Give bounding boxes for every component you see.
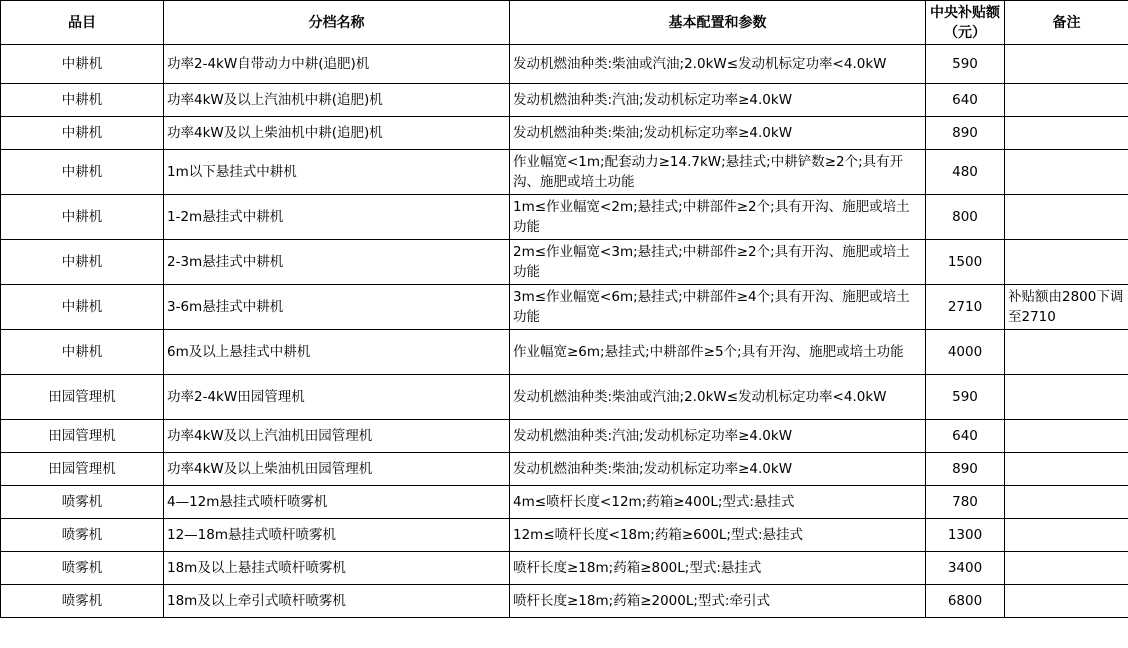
- header-category: 品目: [1, 1, 164, 45]
- cell-name: 18m及以上悬挂式喷杆喷雾机: [164, 552, 510, 585]
- cell-category: 喷雾机: [1, 585, 164, 618]
- cell-category: 喷雾机: [1, 552, 164, 585]
- cell-note: [1005, 375, 1128, 420]
- cell-subsidy: 640: [926, 84, 1005, 117]
- cell-note: [1005, 240, 1128, 285]
- cell-note: [1005, 519, 1128, 552]
- cell-category: 喷雾机: [1, 519, 164, 552]
- cell-name: 4—12m悬挂式喷杆喷雾机: [164, 486, 510, 519]
- cell-config: 发动机燃油种类:柴油;发动机标定功率≥4.0kW: [510, 453, 926, 486]
- cell-subsidy: 640: [926, 420, 1005, 453]
- cell-config: 1m≤作业幅宽<2m;悬挂式;中耕部件≥2个;具有开沟、施肥或培土功能: [510, 195, 926, 240]
- cell-category: 中耕机: [1, 45, 164, 84]
- cell-note: [1005, 117, 1128, 150]
- cell-name: 18m及以上牵引式喷杆喷雾机: [164, 585, 510, 618]
- cell-subsidy: 1500: [926, 240, 1005, 285]
- cell-note: [1005, 84, 1128, 117]
- cell-subsidy: 6800: [926, 585, 1005, 618]
- cell-name: 功率4kW及以上柴油机中耕(追肥)机: [164, 117, 510, 150]
- cell-config: 发动机燃油种类:柴油或汽油;2.0kW≤发动机标定功率<4.0kW: [510, 375, 926, 420]
- cell-note: [1005, 453, 1128, 486]
- cell-note: [1005, 420, 1128, 453]
- cell-category: 喷雾机: [1, 486, 164, 519]
- cell-subsidy: 1300: [926, 519, 1005, 552]
- cell-subsidy: 590: [926, 375, 1005, 420]
- cell-name: 1-2m悬挂式中耕机: [164, 195, 510, 240]
- cell-note: [1005, 486, 1128, 519]
- cell-category: 田园管理机: [1, 420, 164, 453]
- cell-config: 发动机燃油种类:汽油;发动机标定功率≥4.0kW: [510, 84, 926, 117]
- cell-name: 功率4kW及以上柴油机田园管理机: [164, 453, 510, 486]
- table-row: [1, 375, 1128, 420]
- table-row: [1, 150, 1128, 195]
- cell-category: 田园管理机: [1, 375, 164, 420]
- cell-subsidy: 800: [926, 195, 1005, 240]
- cell-note: [1005, 45, 1128, 84]
- cell-config: 2m≤作业幅宽<3m;悬挂式;中耕部件≥2个;具有开沟、施肥或培土功能: [510, 240, 926, 285]
- header-config: 基本配置和参数: [510, 1, 926, 45]
- table-row: [1, 519, 1128, 552]
- cell-name: 功率2-4kW自带动力中耕(追肥)机: [164, 45, 510, 84]
- table-row: [1, 84, 1128, 117]
- cell-name: 功率4kW及以上汽油机田园管理机: [164, 420, 510, 453]
- table-row: [1, 552, 1128, 585]
- cell-category: 中耕机: [1, 150, 164, 195]
- cell-category: 中耕机: [1, 330, 164, 375]
- cell-category: 中耕机: [1, 240, 164, 285]
- cell-subsidy: 890: [926, 453, 1005, 486]
- cell-name: 1m以下悬挂式中耕机: [164, 150, 510, 195]
- cell-subsidy: 780: [926, 486, 1005, 519]
- cell-name: 功率2-4kW田园管理机: [164, 375, 510, 420]
- cell-config: 作业幅宽≥6m;悬挂式;中耕部件≥5个;具有开沟、施肥或培土功能: [510, 330, 926, 375]
- cell-note: [1005, 150, 1128, 195]
- cell-subsidy: 3400: [926, 552, 1005, 585]
- header-subsidy: 中央补贴额（元）: [926, 1, 1005, 45]
- table-row: [1, 330, 1128, 375]
- table-row: [1, 195, 1128, 240]
- cell-config: 4m≤喷杆长度<12m;药箱≥400L;型式:悬挂式: [510, 486, 926, 519]
- cell-subsidy: 590: [926, 45, 1005, 84]
- table-row: [1, 117, 1128, 150]
- cell-subsidy: 4000: [926, 330, 1005, 375]
- table-row: [1, 285, 1128, 330]
- table-row: [1, 240, 1128, 285]
- cell-config: 喷杆长度≥18m;药箱≥2000L;型式:牵引式: [510, 585, 926, 618]
- cell-name: 12—18m悬挂式喷杆喷雾机: [164, 519, 510, 552]
- cell-config: 作业幅宽<1m;配套动力≥14.7kW;悬挂式;中耕铲数≥2个;具有开沟、施肥或培土功能: [510, 150, 926, 195]
- cell-name: 6m及以上悬挂式中耕机: [164, 330, 510, 375]
- table-row: [1, 585, 1128, 618]
- cell-note: [1005, 195, 1128, 240]
- cell-subsidy: 890: [926, 117, 1005, 150]
- cell-category: 中耕机: [1, 84, 164, 117]
- header-note: 备注: [1005, 1, 1128, 45]
- cell-note: [1005, 552, 1128, 585]
- header-row: [1, 1, 1128, 45]
- cell-config: 发动机燃油种类:汽油;发动机标定功率≥4.0kW: [510, 420, 926, 453]
- cell-name: 功率4kW及以上汽油机中耕(追肥)机: [164, 84, 510, 117]
- table-row: [1, 45, 1128, 84]
- cell-name: 2-3m悬挂式中耕机: [164, 240, 510, 285]
- cell-note: [1005, 330, 1128, 375]
- cell-name: 3-6m悬挂式中耕机: [164, 285, 510, 330]
- cell-config: 发动机燃油种类:柴油或汽油;2.0kW≤发动机标定功率<4.0kW: [510, 45, 926, 84]
- cell-subsidy: 2710: [926, 285, 1005, 330]
- table-row: [1, 486, 1128, 519]
- cell-config: 发动机燃油种类:柴油;发动机标定功率≥4.0kW: [510, 117, 926, 150]
- table-row: [1, 453, 1128, 486]
- cell-category: 中耕机: [1, 285, 164, 330]
- cell-note: 补贴额由2800下调至2710: [1005, 285, 1128, 330]
- cell-config: 3m≤作业幅宽<6m;悬挂式;中耕部件≥4个;具有开沟、施肥或培土功能: [510, 285, 926, 330]
- cell-config: 12m≤喷杆长度<18m;药箱≥600L;型式:悬挂式: [510, 519, 926, 552]
- cell-category: 中耕机: [1, 117, 164, 150]
- cell-config: 喷杆长度≥18m;药箱≥800L;型式:悬挂式: [510, 552, 926, 585]
- cell-category: 田园管理机: [1, 453, 164, 486]
- cell-subsidy: 480: [926, 150, 1005, 195]
- table-row: [1, 420, 1128, 453]
- header-name: 分档名称: [164, 1, 510, 45]
- cell-category: 中耕机: [1, 195, 164, 240]
- cell-note: [1005, 585, 1128, 618]
